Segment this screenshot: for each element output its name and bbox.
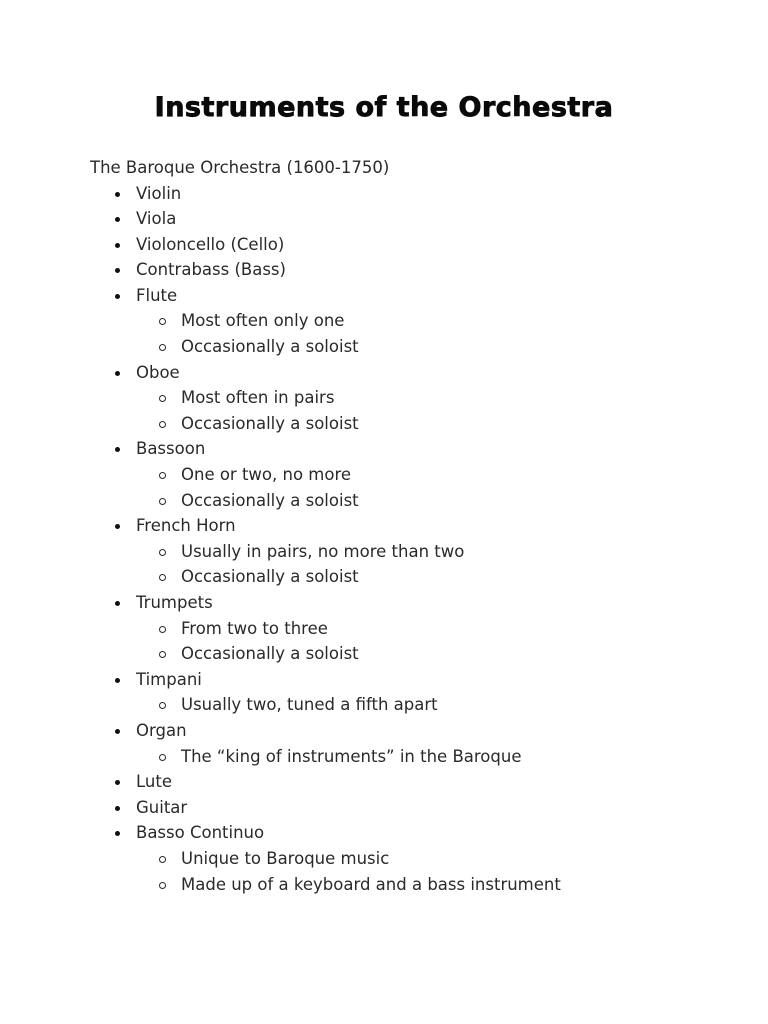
sub-list-item	[0, 539, 768, 565]
instrument-label: Violoncello (Cello)	[136, 234, 285, 254]
instrument-note: From two to three	[181, 618, 328, 638]
instrument-label: Trumpets	[136, 593, 213, 612]
section-heading: The Baroque Orchestra (1600-1750)	[90, 158, 390, 177]
list-item	[0, 181, 768, 207]
sub-list-item	[0, 744, 768, 770]
instrument-note: Unique to Baroque music	[181, 848, 390, 868]
instrument-list	[0, 181, 768, 898]
list-item	[0, 206, 768, 232]
instrument-note: Occasionally a soloist	[181, 413, 359, 433]
list-item	[0, 360, 768, 386]
instrument-note: Occasionally a soloist	[181, 337, 359, 357]
instrument-label: Violin	[136, 183, 182, 203]
sub-list-item	[0, 411, 768, 437]
instrument-label: Flute	[136, 285, 178, 305]
instrument-note: Usually in pairs, no more than two	[181, 541, 465, 561]
list-item	[0, 667, 768, 693]
instrument-note: Occasionally a soloist	[181, 490, 359, 510]
sub-list-item	[0, 308, 768, 334]
sub-list-item	[0, 564, 768, 590]
instrument-label: Contrabass (Bass)	[136, 260, 286, 280]
sub-list-item	[0, 641, 768, 667]
instrument-note: Usually two, tuned a fifth apart	[181, 695, 438, 715]
document-title: Instruments of the Orchestra	[154, 92, 614, 123]
list-item	[0, 820, 768, 846]
list-item	[0, 257, 768, 283]
list-item	[0, 436, 768, 462]
instrument-label: Oboe	[136, 362, 180, 382]
instrument-note: One or two, no more	[181, 465, 352, 485]
instrument-label: Lute	[136, 772, 172, 792]
list-item	[0, 232, 768, 258]
sub-list-item	[0, 872, 768, 898]
list-item	[0, 769, 768, 795]
instrument-note: The “king of instruments” in the Baroque	[181, 746, 522, 766]
list-item	[0, 590, 768, 616]
list-item	[0, 795, 768, 821]
sub-list-item	[0, 846, 768, 872]
instrument-note: Most often in pairs	[181, 388, 335, 408]
instrument-label: Timpani	[136, 669, 202, 689]
instrument-label: Organ	[136, 720, 187, 740]
sub-list-item	[0, 616, 768, 642]
instrument-label: Guitar	[136, 797, 188, 817]
instrument-label: Viola	[136, 209, 177, 229]
instrument-label: French Horn	[136, 516, 236, 536]
sub-list-item	[0, 692, 768, 718]
sub-list-item	[0, 385, 768, 411]
instrument-note: Made up of a keyboard and a bass instrument	[181, 874, 561, 894]
sub-list-item	[0, 334, 768, 360]
sub-list-item	[0, 488, 768, 514]
instrument-label: Basso Continuo	[136, 823, 265, 843]
sub-list-item	[0, 462, 768, 488]
instrument-note: Occasionally a soloist	[181, 644, 359, 664]
instrument-label: Bassoon	[136, 439, 206, 459]
instrument-note: Occasionally a soloist	[181, 567, 359, 587]
instrument-note: Most often only one	[181, 311, 345, 331]
list-item	[0, 513, 768, 539]
list-item	[0, 718, 768, 744]
list-item	[0, 283, 768, 309]
